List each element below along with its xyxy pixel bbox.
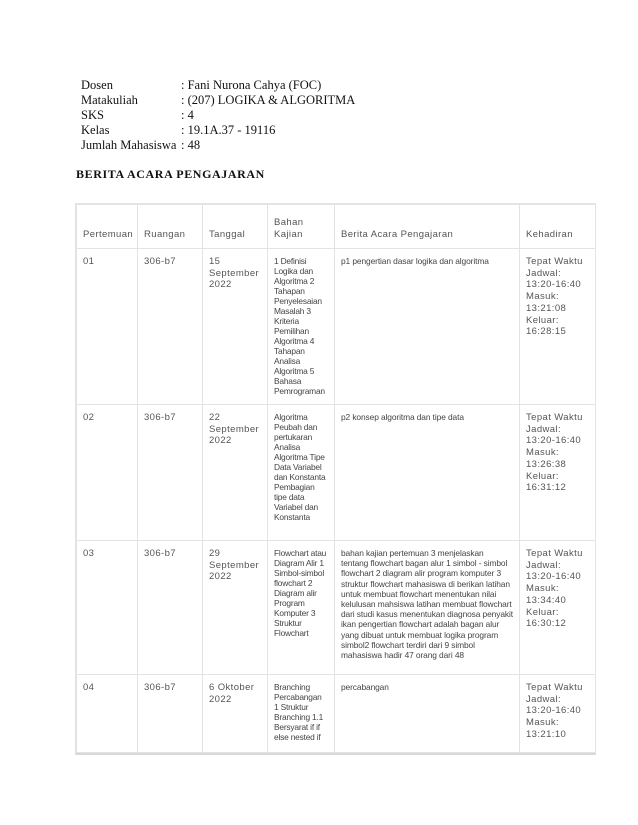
info-label: Kelas: [81, 123, 110, 137]
kehadiran-cell: [520, 675, 596, 753]
info-row-matakuliah: [81, 93, 355, 108]
table-row: [77, 405, 596, 541]
kehadiran-line: Jadwal:: [526, 559, 562, 571]
pertemuan-cell: 03: [77, 541, 138, 675]
info-value: : 4: [181, 108, 194, 122]
course-info: [81, 78, 355, 153]
ruangan-cell: 306-b7: [138, 249, 203, 405]
kehadiran-cell: [520, 405, 596, 541]
info-row-kelas: [81, 123, 355, 138]
ruangan-cell: 306-b7: [138, 541, 203, 675]
kehadiran-line: 13:26:38: [526, 458, 567, 470]
kehadiran-line: 16:31:12: [526, 482, 567, 494]
berita-acara-cell: bahan kajian pertemuan 3 menjelaskan tentang flowchart bagan alur 1 simbol - simbol flowchart 2 diagram alir program komputer 3 struktur flowchart mahasiswa di berikan latihan untuk membuat flowchart menentukan nilai kelulusan mahsiswa latihan membuat flowchart dari studi kasus menentukan diagnosa penyakit ikan pengertian flowchart adalah bagan alur yang dibuat untuk membuat logika program simbol2 flowchart terdiri dari 9 simbol mahasiswa hadir 47 orang dari 48: [335, 541, 520, 675]
column-header-pertemuan: Pertemuan: [77, 205, 138, 249]
kehadiran-line: 16:30:12: [526, 618, 567, 630]
kehadiran-line: Tepat Waktu: [526, 256, 583, 267]
column-header-bahan-kajian: Bahan Kajian: [268, 205, 335, 249]
kehadiran-line: Masuk:: [526, 717, 560, 729]
tanggal-cell: 29 September 2022: [203, 541, 268, 675]
info-row-dosen: [81, 78, 355, 93]
column-header-ruangan: Ruangan: [138, 205, 203, 249]
kehadiran-line: 16:28:15: [526, 326, 567, 338]
tanggal-cell: 6 Oktober 2022: [203, 675, 268, 753]
kehadiran-line: 13:20-16:40: [526, 705, 582, 717]
tanggal-cell: 22 September 2022: [203, 405, 268, 541]
column-header-tanggal: Tanggal: [203, 205, 268, 249]
tanggal-cell: 15 September 2022: [203, 249, 268, 405]
kehadiran-line: Jadwal:: [526, 693, 562, 705]
kehadiran-line: Jadwal:: [526, 267, 562, 279]
table-row: [77, 675, 596, 753]
info-row-jumlah-mahasiswa: [81, 138, 355, 153]
pertemuan-cell: 01: [77, 249, 138, 405]
bahan-kajian-cell: Flowchart atau Diagram Alir 1 Simbol-simbol flowchart 2 Diagram alir Program Komputer 3 Struktur Flowchart: [268, 541, 335, 675]
berita-acara-cell: percabangan: [335, 675, 520, 753]
section-title: BERITA ACARA PENGAJARAN: [76, 167, 265, 181]
kehadiran-line: Tepat Waktu: [526, 682, 583, 693]
bahan-kajian-cell: 1 Definisi Logika dan Algoritma 2 Tahapan Penyelesaian Masalah 3 Kriteria Pemilihan Algoritma 4 Tahapan Analisa Algoritma 5 Bahasa Pemrograman: [268, 249, 335, 405]
pertemuan-cell: 04: [77, 675, 138, 753]
ruangan-cell: 306-b7: [138, 405, 203, 541]
kehadiran-line: 13:20-16:40: [526, 435, 582, 447]
attendance-table: [76, 204, 596, 753]
info-value: : 19.1A.37 - 19116: [181, 123, 276, 137]
kehadiran-cell: [520, 541, 596, 675]
info-value: : Fani Nurona Cahya (FOC): [181, 78, 322, 92]
kehadiran-line: 13:21:08: [526, 302, 567, 314]
kehadiran-line: Tepat Waktu: [526, 412, 583, 423]
column-header-kehadiran: Kehadiran: [520, 205, 596, 249]
kehadiran-line: Masuk:: [526, 291, 560, 303]
kehadiran-line: Keluar:: [526, 470, 559, 482]
table-row: [77, 541, 596, 675]
info-label: Jumlah Mahasiswa: [81, 138, 177, 152]
kehadiran-cell: [520, 249, 596, 405]
info-label: SKS: [81, 108, 104, 122]
kehadiran-line: Keluar:: [526, 606, 559, 618]
attendance-table-container: [75, 203, 596, 755]
table-body: [77, 249, 596, 753]
kehadiran-line: 13:21:10: [526, 728, 567, 740]
table-header-row: [77, 205, 596, 249]
column-header-berita-acara: Berita Acara Pengajaran: [335, 205, 520, 249]
info-row-sks: [81, 108, 355, 123]
berita-acara-cell: p2 konsep algoritma dan tipe data: [335, 405, 520, 541]
kehadiran-line: 13:34:40: [526, 594, 567, 606]
kehadiran-line: Masuk:: [526, 447, 560, 459]
kehadiran-line: Masuk:: [526, 583, 560, 595]
bahan-kajian-cell: Algoritma Peubah dan pertukaran Analisa Algoritma Tipe Data Variabel dan Konstanta Pembagian tipe data Variabel dan Konstanta: [268, 405, 335, 541]
kehadiran-line: Tepat Waktu: [526, 548, 583, 559]
info-value: : (207) LOGIKA & ALGORITMA: [181, 93, 356, 107]
kehadiran-line: Jadwal:: [526, 423, 562, 435]
ruangan-cell: 306-b7: [138, 675, 203, 753]
pertemuan-cell: 02: [77, 405, 138, 541]
kehadiran-line: 13:20-16:40: [526, 279, 582, 291]
bahan-kajian-cell: Branching Percabangan 1 Struktur Branching 1.1 Bersyarat if if else nested if: [268, 675, 335, 753]
info-label: Dosen: [81, 78, 113, 92]
berita-acara-cell: p1 pengertian dasar logika dan algoritma: [335, 249, 520, 405]
kehadiran-line: 13:20-16:40: [526, 571, 582, 583]
table-row: [77, 249, 596, 405]
kehadiran-line: Keluar:: [526, 314, 559, 326]
info-label: Matakuliah: [81, 93, 138, 107]
info-value: : 48: [181, 138, 201, 152]
